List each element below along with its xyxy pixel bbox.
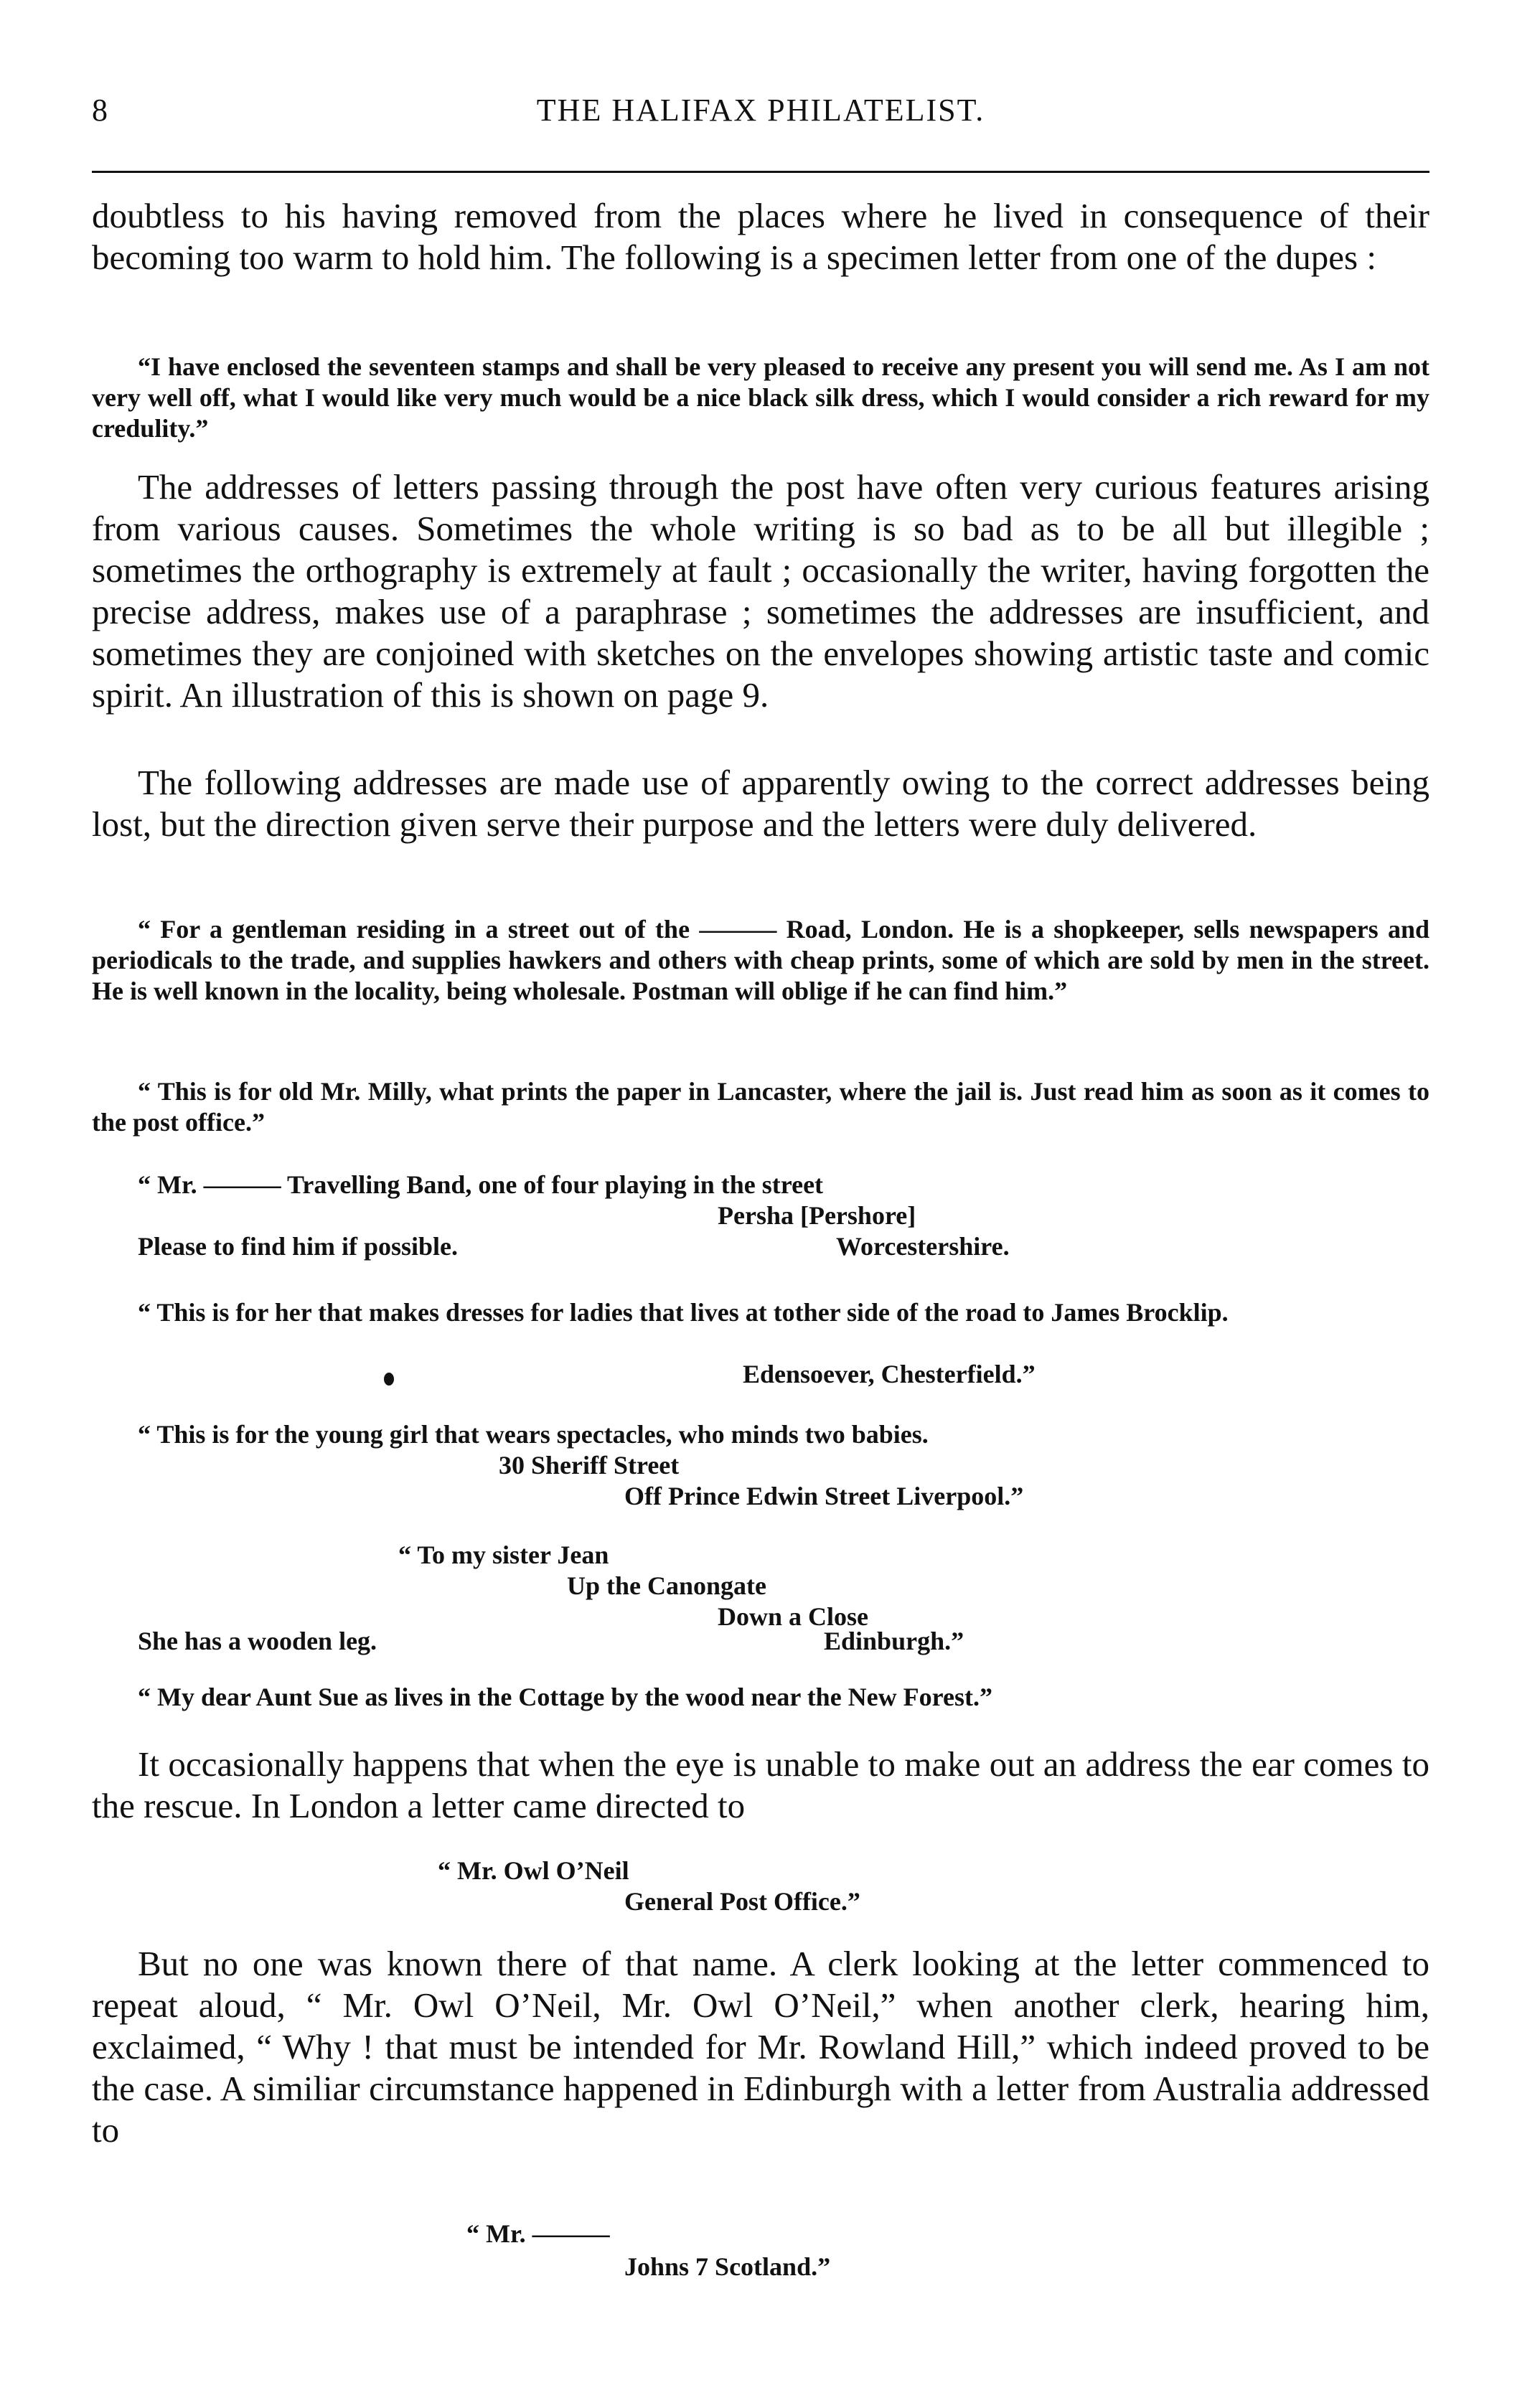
address-jean-line-1: “ To my sister Jean bbox=[398, 1541, 609, 1569]
address-johns-line-1: “ Mr. ——— bbox=[466, 2219, 610, 2248]
page-number: 8 bbox=[92, 93, 108, 128]
address-jean-line-4a: She has a wooden leg. bbox=[138, 1627, 377, 1655]
address-band-line-3b: Worcestershire. bbox=[836, 1232, 1010, 1261]
address-band-line-2: Persha [Pershore] bbox=[718, 1201, 916, 1230]
address-jean-line-2: Up the Canongate bbox=[567, 1571, 767, 1600]
address-girl-line-1: “ This is for the young girl that wears spectacles, who minds two babies. bbox=[138, 1420, 929, 1449]
header-rule bbox=[92, 171, 1429, 173]
page-title: THE HALIFAX PHILATELIST. bbox=[536, 93, 985, 128]
address-jean-line-3: Down a Close bbox=[718, 1602, 869, 1631]
quote-address-gentleman: “ For a gentleman residing in a street out of the ——— Road, London. He is a shopkeeper, sells newspapers and periodicals to the trade, and supplies hawkers and others with cheap prints, some of which are sold by men in the street. He is well known in the locality, being wholesale. Postman will oblige if he can find him.” bbox=[92, 915, 1429, 1005]
quote-aunt-sue: “ My dear Aunt Sue as lives in the Cottage by the wood near the New Forest.” bbox=[138, 1683, 992, 1711]
address-jean-line-4b: Edinburgh.” bbox=[824, 1627, 964, 1655]
paragraph-5: But no one was known there of that name. A clerk looking at the letter commenced to repeat aloud, “ Mr. Owl O’Neil, Mr. Owl O’Neil,” when another clerk, hearing him, exclaimed, “ Why ! that must be intended for Mr. Rowland Hill,” which indeed proved to be the case. A similiar circumstance happened in Edinburgh with a letter from Australia addressed to bbox=[92, 1944, 1429, 2150]
quote-address-dressmaker: “ This is for her that makes dresses for ladies that lives at tother side of the road to James Brocklip. bbox=[138, 1298, 1229, 1327]
address-dressmaker-line-2: Edensoever, Chesterfield.” bbox=[743, 1360, 1036, 1388]
paragraph-4: It occasionally happens that when the eye is unable to make out an address the ear comes to the rescue. In London a letter came directed to bbox=[92, 1744, 1429, 1825]
paragraph-3: The following addresses are made use of apparently owing to the correct addresses being lost, but the direction given serve their purpose and the letters were duly delivered. bbox=[92, 763, 1429, 844]
paragraph-1: doubtless to his having removed from the places where he lived in consequence of their becoming too warm to hold him. The following is a specimen letter from one of the dupes : bbox=[92, 196, 1429, 277]
quote-dupe-letter: “I have enclosed the seventeen stamps and shall be very pleased to receive any present you will send me. As I am not very well off, what I would like very much would be a nice black silk dress, which I would consider a rich reward for my credulity.” bbox=[92, 352, 1429, 443]
address-owl-line-2: General Post Office.” bbox=[624, 1887, 860, 1916]
address-owl-line-1: “ Mr. Owl O’Neil bbox=[438, 1856, 629, 1885]
address-band-line-1: “ Mr. ——— Travelling Band, one of four playing in the street bbox=[138, 1170, 824, 1199]
address-girl-line-2: 30 Sheriff Street bbox=[499, 1451, 680, 1480]
quote-address-milly: “ This is for old Mr. Milly, what prints the paper in Lancaster, where the jail is. Just read him as soon as it comes to the post office.” bbox=[92, 1077, 1429, 1137]
address-band-line-3a: Please to find him if possible. bbox=[138, 1232, 459, 1261]
address-girl-line-3: Off Prince Edwin Street Liverpool.” bbox=[624, 1482, 1024, 1510]
paragraph-2: The addresses of letters passing through the post have often very curious features arising from various causes. Sometimes the whole writing is so bad as to be all but illegible ; sometimes the orthography is extremely at fault ; occasionally the writer, having forgotten the precise address, makes use of a paraphrase ; sometimes the addresses are insufficient, and sometimes they are conjoined with sketches on the envelopes showing artistic taste and comic spirit. An illustration of this is shown on page 9. bbox=[92, 467, 1429, 715]
address-johns-line-2: Johns 7 Scotland.” bbox=[624, 2252, 831, 2281]
running-header bbox=[92, 92, 1429, 135]
ink-mark bbox=[384, 1373, 394, 1386]
